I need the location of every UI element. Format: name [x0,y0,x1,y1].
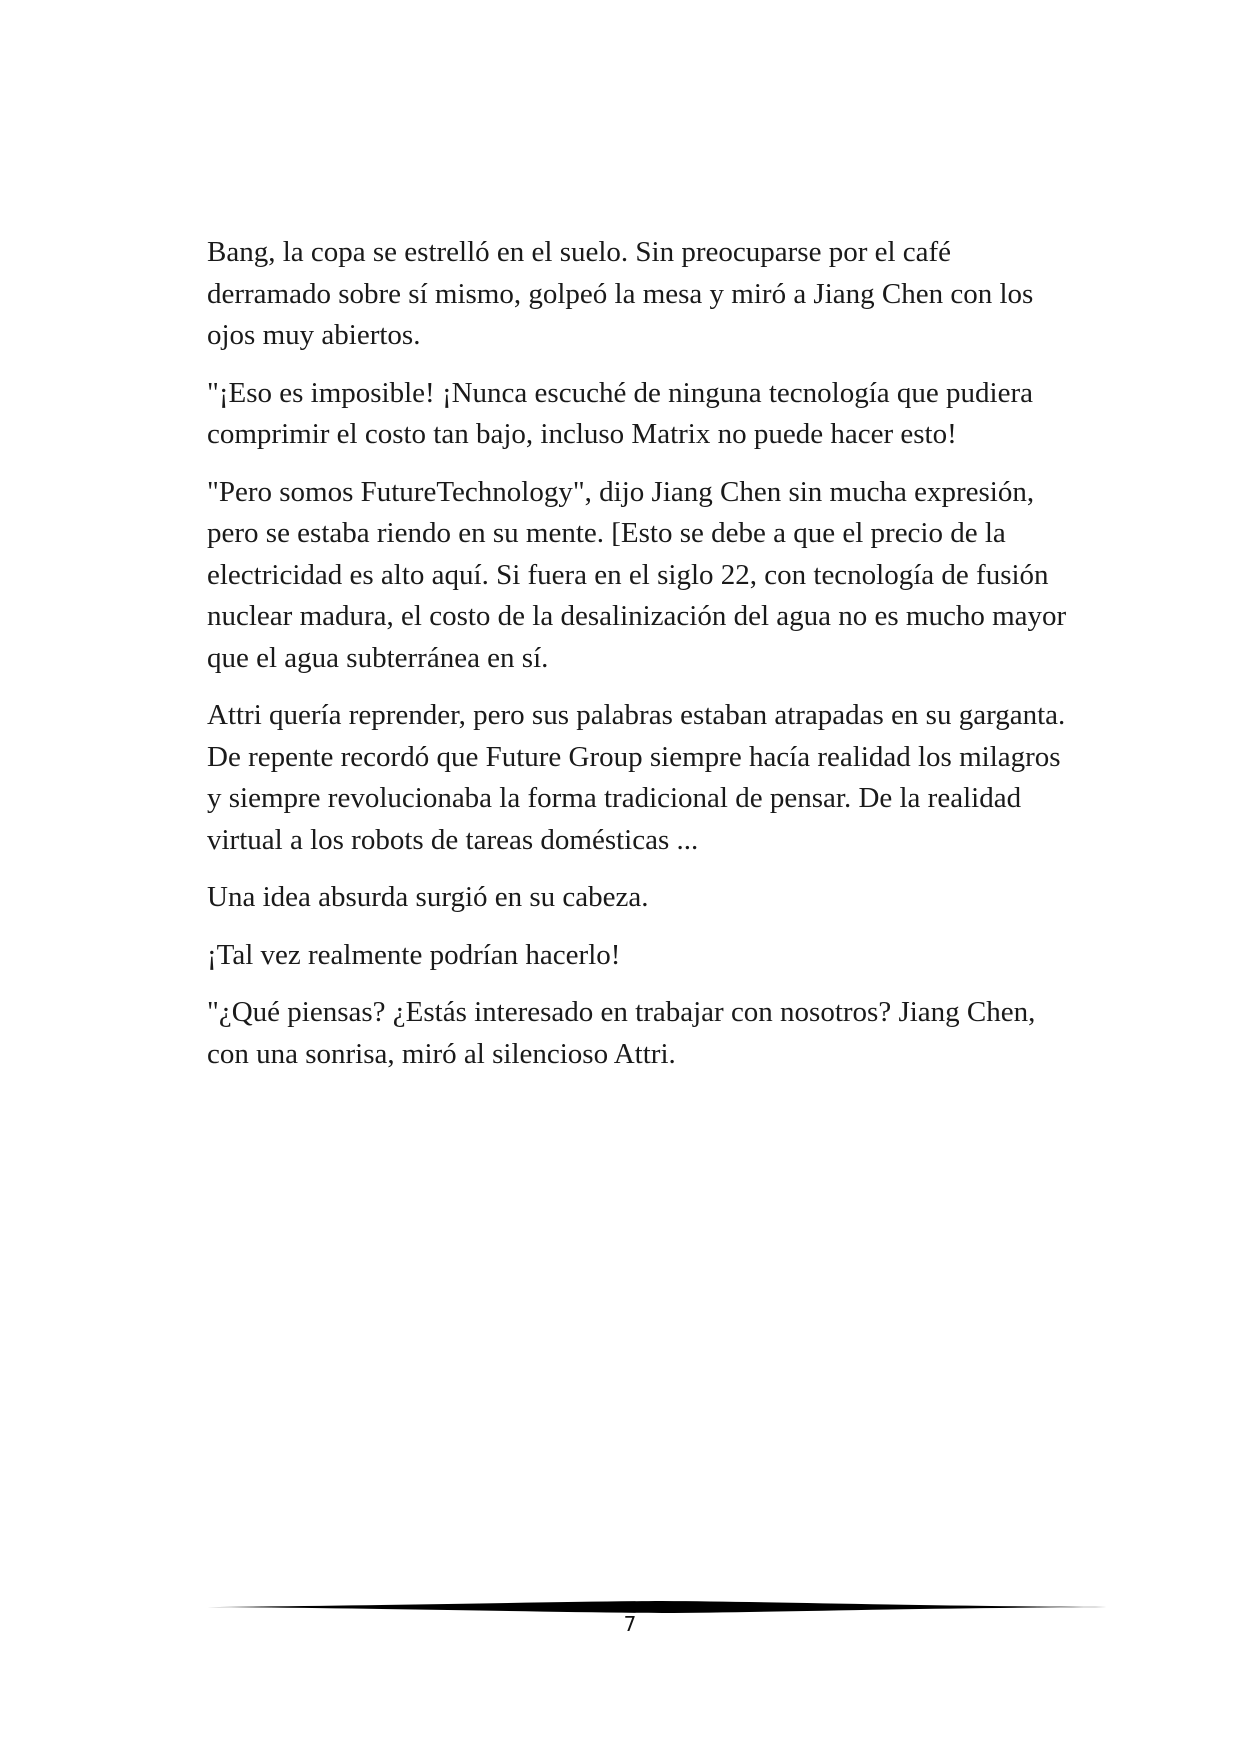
paragraph-6: ¡Tal vez realmente podrían hacerlo! [207,938,621,971]
paragraph-7: "¿Qué piensas? ¿Estás interesado en trabajar con nosotros? Jiang Chen, con una sonrisa, miró al silencioso Attri. [207,996,1036,1070]
paragraph-2: "¡Eso es imposible! ¡Nunca escuché de ninguna tecnología que pudiera comprimir el costo tan bajo, incluso Matrix no puede hacer esto! [207,376,1033,450]
paragraph-4: Attri quería reprender, pero sus palabras estaban atrapadas en su garganta. De repente recordó que Future Group siempre hacía realidad los milagros y siempre revolucionaba la forma tradicional de pensar. De la realidad virtual a los robots de tareas domésticas ... [207,699,1066,856]
paragraph-1: Bang, la copa se estrelló en el suelo. Sin preocuparse por el café derramado sobre sí mismo, golpeó la mesa y miró a Jiang Chen con los ojos muy abiertos. [207,236,1034,351]
paragraph-3: "Pero somos FutureTechnology", dijo Jiang Chen sin mucha expresión, pero se estaba riendo en su mente. [Esto se debe a que el precio de la electricidad es alto aquí. Si fuera en el siglo 22, con tecnología de fusión nuclear madura, el costo de la desalinización del agua no es mucho mayor que el agua subterránea en sí. [207,475,1067,674]
paragraph-5: Una idea absurda surgió en su cabeza. [207,881,649,913]
page-number: 7 [623,1612,637,1636]
body-text [207,232,1077,1091]
